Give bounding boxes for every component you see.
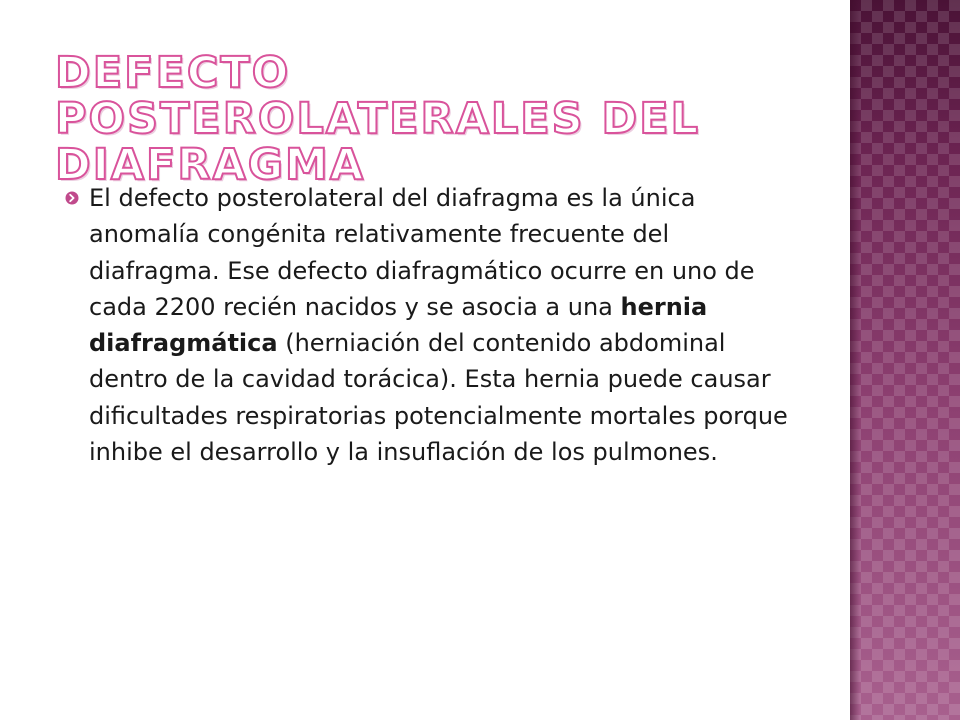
bold-term: hernia diafragmática bbox=[89, 292, 708, 358]
bullet-text-part-1: El defecto posterolateral del diafragma es la única anomalía congénita relativamente frecuente del diafragma. Ese defecto diafragmático ocurre en uno de cada 2200 recién nacidos y se asocia a una bbox=[89, 184, 755, 321]
slide-content bbox=[65, 180, 790, 470]
circle-chevron-right-icon bbox=[65, 191, 79, 205]
bullet-item bbox=[65, 180, 790, 470]
bullet-text-part-2: (herniación del contenido abdominal dentro de la cavidad torácica). Esta hernia puede causar dificultades respiratorias potencialmente mortales porque inhibe el desarrollo y la insuflación de los pulmones. bbox=[89, 329, 788, 467]
side-band-shadow bbox=[850, 0, 860, 720]
slide-title: DEFECTO POSTEROLATERALES DEL DIAFRAGMA bbox=[55, 48, 701, 190]
bullet-text bbox=[89, 180, 790, 470]
decorative-side-band bbox=[850, 0, 960, 720]
